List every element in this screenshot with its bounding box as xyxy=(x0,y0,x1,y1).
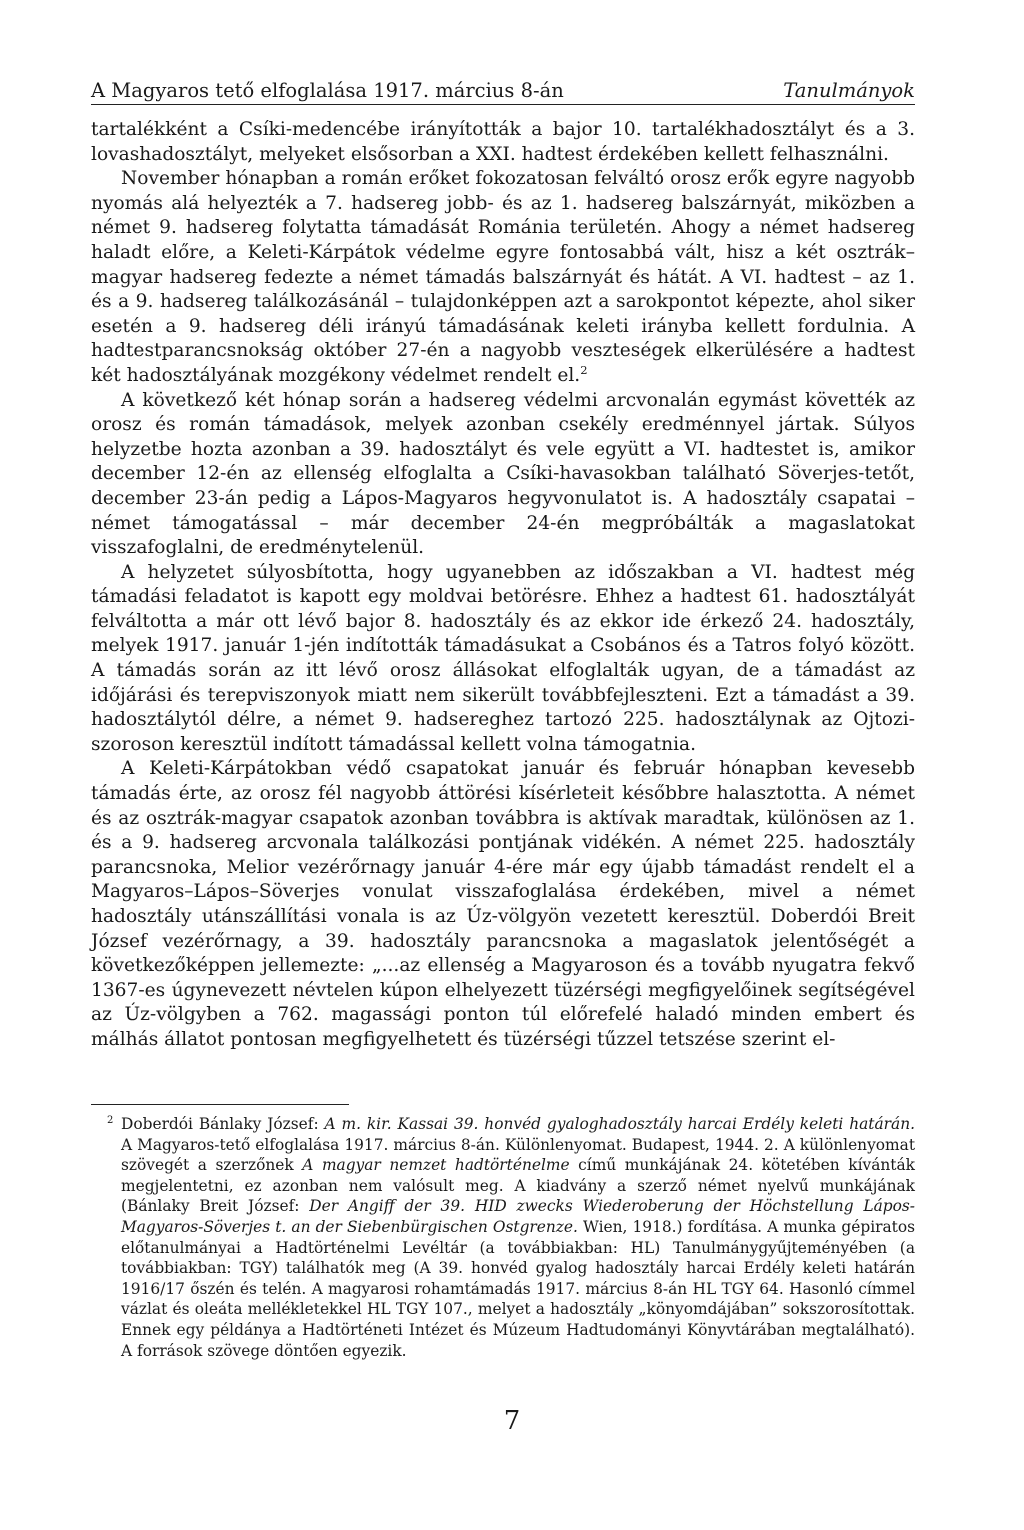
footnote-text-3: A Magyaros-tető elfoglalása 1917. március 8-án. Különlenyomat. Budapest, 1944. 2. A különlenyomat szövegét a szerzőnek xyxy=(121,1135,915,1175)
paragraph-3: A következő két hónap során a hadsereg védelmi arcvonalán egymást követték az orosz és román támadások, melyek azonban csekély eredménnyel jártak. Súlyos helyzetbe hozta azonban a 39. hadosztályt és vele együtt a VI. hadtestet is, amikor december 12-én az ellenség elfoglalta a Csíki-havasokban található Söverjes-tetőt, december 23-án pedig a Lápos-Magyaros hegyvonulatot is. A hadosztály csapatai – német támogatással – már december 24-én megpróbálták a magaslatokat visszafoglalni, de eredménytelenül. xyxy=(91,389,915,559)
footnote-series-title: A magyar nemzet hadtörténelme xyxy=(302,1156,570,1175)
page-number: 7 xyxy=(503,1406,521,1436)
paragraph-4: A helyzetet súlyosbította, hogy ugyanebben az időszakban a VI. hadtest még támadási feladatot is kapott egy moldvai betörésre. Ehhez a hadtest 61. hadosztályát felváltotta a már ott lévő bajor 8. hadosztály és az ekkor ide érkező 24. hadosztály, melyek 1917. január 1-jén indították támadásukat a Csobános és a Tatros folyó között. A támadás során az itt lévő orosz állásokat elfoglalták ugyan, de a támadást az időjárási és terepviszonyok miatt nem sikerült továbbfejleszteni. Ezt a támadást a 39. hadosztálytól délre, a német 9. hadsereghez tartozó 225. hadosztálynak az Ojtozi-szoroson keresztül indított támadással kellett volna támogatnia. xyxy=(91,561,915,755)
header-rule xyxy=(91,104,915,105)
footnote-rule xyxy=(91,1104,349,1105)
paragraph-1: tartalékként a Csíki-medencébe irányították a bajor 10. tartalékhadosztályt és a 3. lovashadosztályt, melyeket elsősorban a XXI. hadtest érdekében kellett felhasználni. xyxy=(91,119,915,165)
footnote-mark: 2 xyxy=(107,1115,114,1126)
section-label: Tanulmányok xyxy=(783,78,915,102)
paragraph-2-text: November hónapban a román erőket fokozatosan felváltó orosz erők egyre nagyobb nyomás alá helyezték a 7. hadsereg jobb- és az 1. hadsereg balszárnyát, miközben a német 9. hadsereg folytatta támadását Románia területén. Ahogy a német hadsereg haladt előre, a Keleti-Kárpátok védelme egyre fontosabbá vált, hisz a két osztrák–magyar hadsereg fedezte a német támadás balszárnyát és hátát. A VI. hadtest – az 1. és a 9. hadsereg találkozásánál – tulajdonképpen azt a sarokpontot képezte, ahol siker esetén a 9. hadsereg déli irányú támadásának keleti irányba kellett fordulnia. A hadtestparancsnokság október 27-én a nagyobb veszteségek elkerülésére a hadtest két hadosztályának mozgékony védelmet rendelt el. xyxy=(91,168,915,386)
footnote-text-7: Wien, 1918.) fordítása. A munka gépiratos előtanulmányai a Hadtörténelmi Levéltár (a továbbiakban: HL) Tanulmánygyűjteményében (a továbbiakban: TGY) találhatók meg (A 39. honvéd gyalog hadosztály harcai Erdély keleti határán 1916/17 őszén és telén. A magyarosi rohamtámadás 1917. március 8-án HL TGY 64. Hasonló címmel vázlat és oleáta mellékletekkel HL TGY 107., melyet a hadosztály „könyomdájában” sokszorosítottak. Ennek egy példánya a Hadtörténeti Intézet és Múzeum Hadtudományi Könyvtárában megtalálható). A források szövege döntően egyezik. xyxy=(121,1217,916,1360)
footnote-reference: 2 xyxy=(580,362,588,377)
running-header xyxy=(91,72,915,102)
body-text xyxy=(91,118,915,1053)
footnote-text-5: című munkájának 24. kötetében kívánták megjelentetni, ez azonban nem valósult meg. A kiadvány a szerző német nyelvű munkájának (Bánlaky Breit József: xyxy=(121,1156,915,1216)
paragraph-2 xyxy=(91,167,915,388)
footnote-german-title: Der Angiff der 39. HID zwecks Wiederoberung der Höchstellung Lápos-Magyaros-Söverjes t. an der Siebenbürgischen Ostgrenze. xyxy=(121,1197,915,1236)
footnote-text-1: Doberdói Bánlaky József: xyxy=(121,1115,325,1133)
footnote-book-title: A m. kir. Kassai 39. honvéd gyaloghadosztály harcai Erdély keleti határán. xyxy=(324,1115,916,1133)
running-title: A Magyaros tető elfoglalása 1917. március 8-án xyxy=(91,78,564,102)
footnote-2 xyxy=(107,1114,916,1361)
paragraph-5: A Keleti-Kárpátokban védő csapatokat január és február hónapban kevesebb támadás érte, az orosz fél nagyobb áttörési kísérleteit későbbre halasztotta. A német és az osztrák-magyar csapatok azonban továbbra is aktívak maradtak, különösen az 1. és a 9. hadsereg arcvonala találkozási pontjának vidékén. A német 225. hadosztály parancsnoka, Melior vezérőrnagy január 4-ére már egy újabb támadást rendelt el a Magyaros–Lápos–Söverjes vonulat visszafoglalása érdekében, mivel a német hadosztály utánszállítási vonala is az Úz-völgyön vezetett keresztül. Doberdói Breit József vezérőrnagy, a 39. hadosztály parancsnoka a magaslatok jelentőségét a következőképpen jellemezte: „...az ellenség a Magyaroson és a tovább nyugatra fekvő 1367-es úgynevezett névtelen kúpon elhelyezett tüzérségi megfigyelőinek segítségével az Úz-völgyben a 762. magassági ponton túl előrefelé haladó minden embert és málhás állatot pontosan megfigyelhetett és tüzérségi tűzzel tetszése szerint el- xyxy=(91,758,915,1050)
